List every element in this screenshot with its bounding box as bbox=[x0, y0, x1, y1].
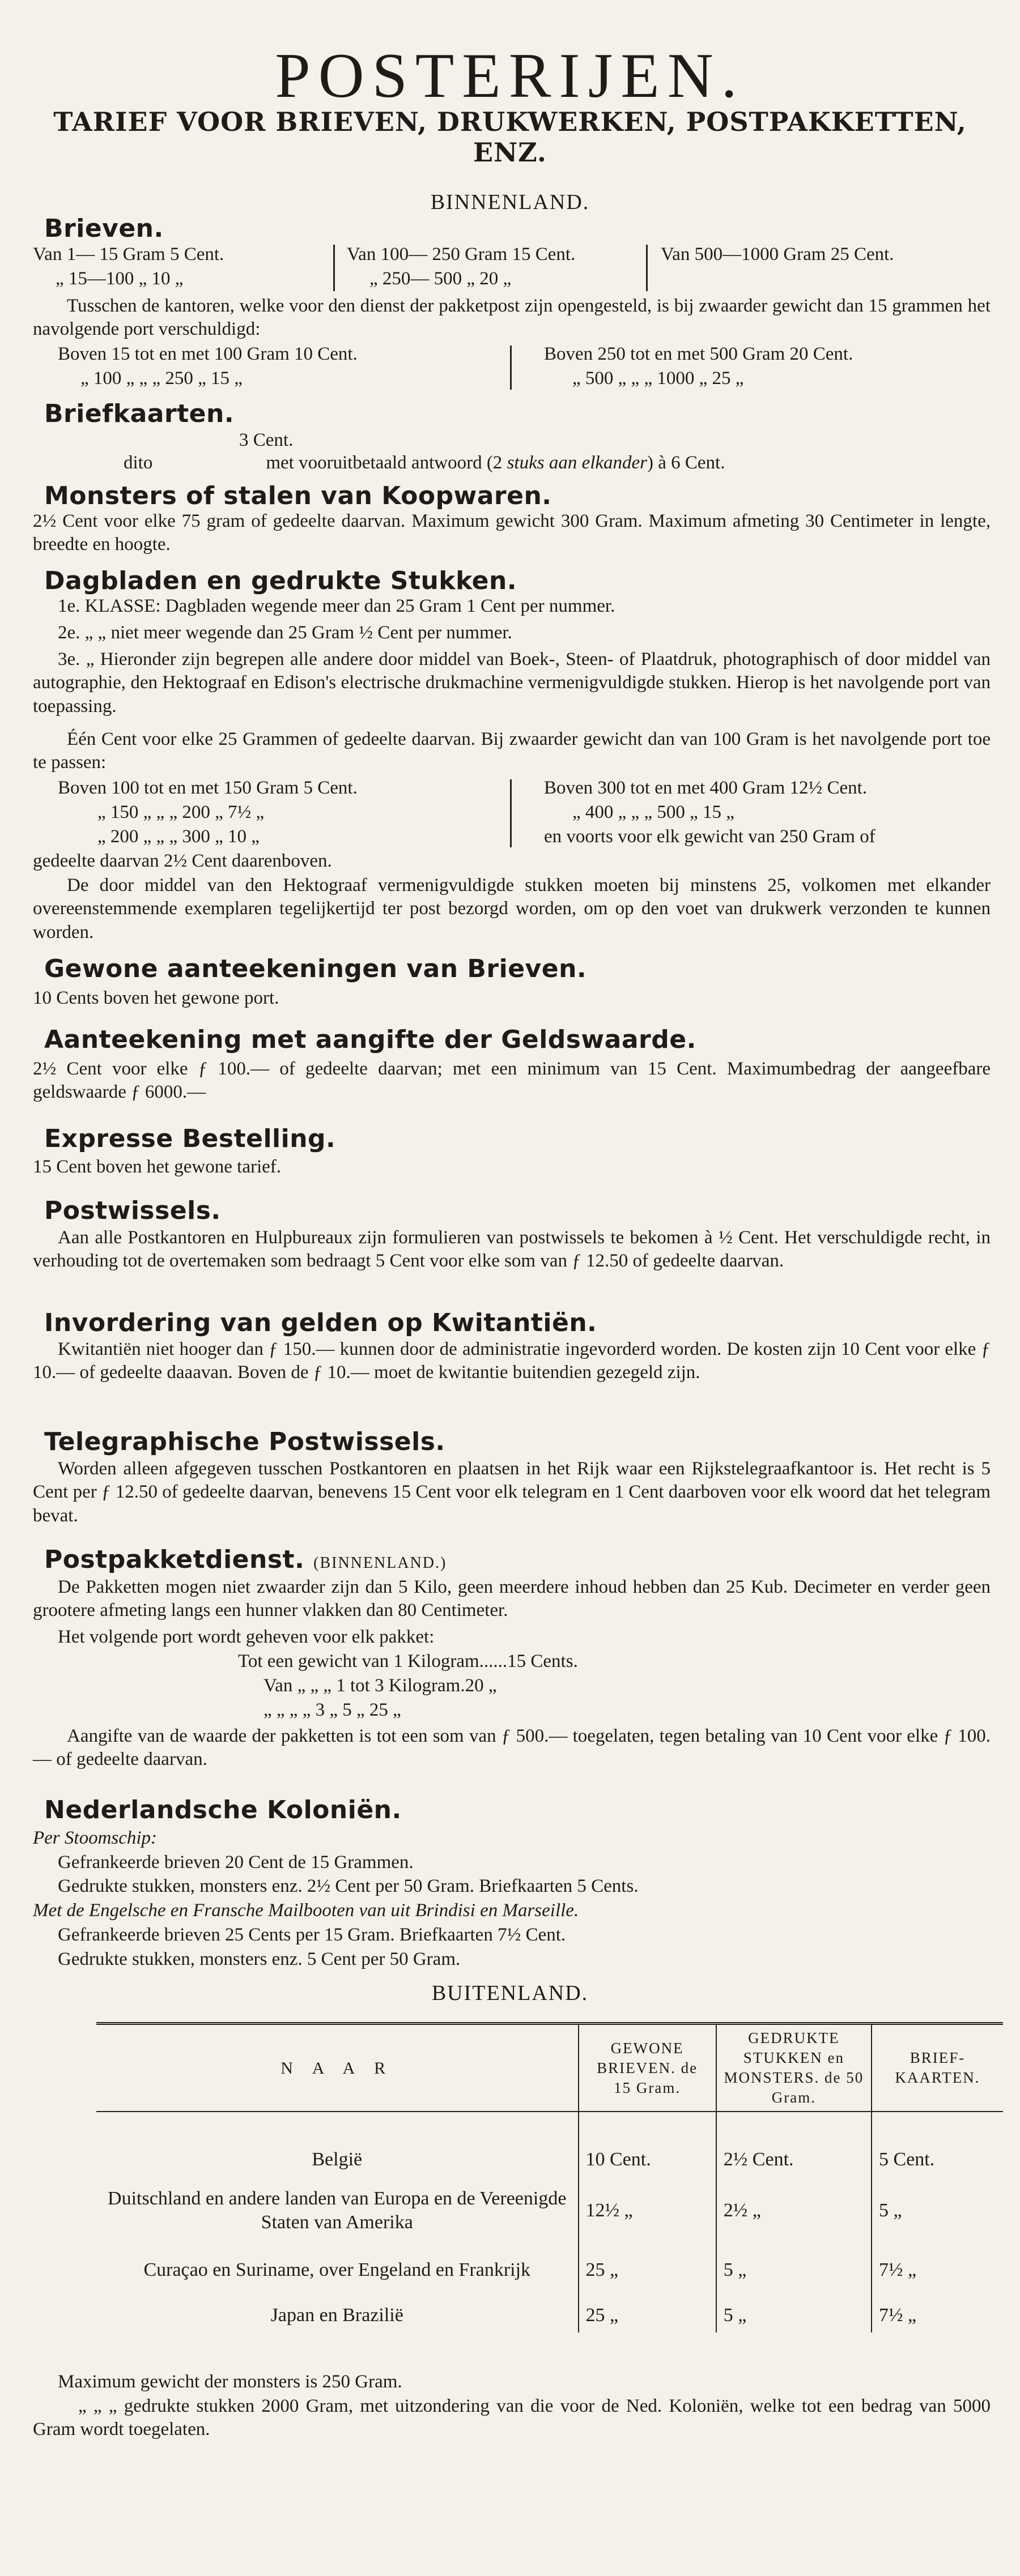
briefkaarten-heading: Briefkaarten. bbox=[44, 399, 235, 428]
expresse-heading: Expresse Bestelling. bbox=[44, 1124, 336, 1153]
rate-line: Boven 15 tot en met 100 Gram 10 Cent. bbox=[58, 344, 358, 364]
dito-label: dito bbox=[124, 453, 153, 473]
brieven-cell: 25 „ bbox=[579, 2242, 716, 2298]
table-cell bbox=[872, 2112, 1003, 2140]
country-cell: België bbox=[312, 2149, 363, 2170]
invordering-heading: Invordering van gelden op Kwitantiën. bbox=[44, 1308, 597, 1337]
dagbladen-sub-col2 bbox=[544, 776, 997, 849]
footer-max-monsters: Maximum gewicht der monsters is 250 Gram. bbox=[58, 2372, 402, 2392]
postpakket-subtitle: (BINNENLAND.) bbox=[313, 1554, 447, 1572]
telegraphische-text: Worden alleen afgegeven tusschen Postkantoren en plaatsen in het Rijk waar een Rijkstelegraafkantoor is. Het recht is 5 Cent per ƒ 12.50 of gedeelte daarvan, benevens 15 Cent voor elk telegram en 1 Cent daarboven voor elk woord dat het telegram bevat. bbox=[33, 1458, 991, 1526]
monsters-heading: Monsters of stalen van Koopwaren. bbox=[44, 481, 552, 510]
dagbladen-after: gedeelte daarvan 2½ Cent daarenboven. bbox=[33, 851, 332, 871]
table-cell bbox=[579, 2112, 716, 2140]
brieven-note: Tusschen de kantoren, welke voor den dienst der pakketpost zijn opengesteld, is bij zwaarder gewicht dan 15 grammen het navolgende port verschuldigd: bbox=[33, 296, 991, 340]
drukwerk-cell: 5 „ bbox=[716, 2298, 872, 2332]
kolonien-line: Gefrankeerde brieven 25 Cents per 15 Gram. Briefkaarten 7½ Cent. bbox=[58, 1925, 566, 1945]
briefkaarten-cell: 5 Cent. bbox=[872, 2140, 1003, 2180]
rate-line: „ 500 „ „ „ 1000 „ 25 „ bbox=[572, 368, 744, 389]
brieven-rates-col1 bbox=[33, 242, 339, 291]
postwissels-heading: Postwissels. bbox=[44, 1196, 221, 1225]
briefkaarten-price: 3 Cent. bbox=[239, 430, 294, 450]
page-subtitle: TARIEF VOOR BRIEVEN, DRUKWERKEN, POSTPAKKETTEN, ENZ. bbox=[53, 106, 967, 168]
rate-line: Van 1— 15 Gram 5 Cent. bbox=[33, 244, 224, 265]
rate-line: „ „ „ „ 3 „ 5 „ 25 „ bbox=[264, 1699, 401, 1720]
table-cell bbox=[96, 2112, 579, 2140]
postpakket-intro: Het volgende port wordt geheven voor elk pakket: bbox=[58, 1627, 435, 1647]
aanteekening-text: 2½ Cent voor elke ƒ 100.— of gedeelte daarvan; met een minimum van 15 Cent. Maximumbedrag der aangeefbare geldswaarde ƒ 6000.— bbox=[33, 1059, 991, 1103]
brieven-rates-col2 bbox=[347, 242, 653, 291]
kolonien-mail: Met de Engelsche en Fransche Mailbooten van uit Brindisi en Marseille. bbox=[33, 1900, 579, 1921]
dagbladen-heading: Dagbladen en gedrukte Stukken. bbox=[44, 566, 517, 595]
postpakket-title: Postpakketdienst. bbox=[44, 1545, 305, 1574]
postpakket-rates bbox=[238, 1649, 805, 1722]
postpakket-heading bbox=[44, 1545, 447, 1574]
brieven-cell: 25 „ bbox=[579, 2298, 716, 2332]
reply-italic: stuks aan elkander bbox=[507, 453, 648, 473]
rate-line: „ 100 „ „ „ 250 „ 15 „ bbox=[80, 368, 243, 389]
briefkaarten-reply bbox=[124, 451, 725, 475]
col-header-drukwerk: GEDRUKTE STUKKEN en MONSTERS. de 50 Gram. bbox=[716, 2024, 872, 2112]
rate-line: „ 250— 500 „ 20 „ bbox=[369, 268, 512, 289]
kolonien-per: Per Stoomschip: bbox=[33, 1828, 158, 1848]
country-cell: Duitschland en andere landen van Europa en de Vereenigde Staten van Amerika bbox=[108, 2187, 567, 2233]
postwissels-text: Aan alle Postkantoren en Hulpbureaux zijn formulieren van postwissels te bekomen à ½ Cent. Het verschuldigde recht, in verhouding tot de overtemaken som bedraagt 5 Cent voor elke som van ƒ 12.50 of gedeelte daarvan. bbox=[33, 1227, 991, 1272]
monsters-text: 2½ Cent voor elke 75 gram of gedeelte daarvan. Maximum gewicht 300 Gram. Maximum afmeting 30 Centimeter in lengte, breedte en hoogte. bbox=[33, 511, 991, 555]
rate-line: „ 15—100 „ 10 „ bbox=[56, 268, 184, 289]
klasse-3: 3e. „ Hieronder zijn begrepen alle andere door middel van Boek-, Steen- of Plaatdruk, photographisch of door middel van autographie, den Hektograaf en Edison's electrische drukmachine vermenigvuldigde stukken. Hierop is het navolgende port van toepassing. bbox=[33, 649, 991, 716]
col-header-naar: N A A R bbox=[96, 2024, 579, 2112]
buitenland-heading: BUITENLAND. bbox=[431, 1981, 589, 2005]
buitenland-table bbox=[96, 2022, 1003, 2332]
tariff-page bbox=[23, 0, 997, 2576]
drukwerk-cell: 5 „ bbox=[716, 2242, 872, 2298]
postpakket-aangifte: Aangifte van de waarde der pakketten is tot een som van ƒ 500.— toegelaten, tegen betaling van 10 Cent voor elke ƒ 100.— of gedeelte daarvan. bbox=[33, 1726, 991, 1770]
kolonien-line: Gedrukte stukken, monsters enz. 2½ Cent per 50 Gram. Briefkaarten 5 Cents. bbox=[58, 1876, 639, 1896]
rate-line: Van 100— 250 Gram 15 Cent. bbox=[347, 244, 576, 265]
rate-line: Boven 100 tot en met 150 Gram 5 Cent. bbox=[58, 778, 358, 798]
klasse-1: 1e. KLASSE: Dagbladen wegende meer dan 25 Gram 1 Cent per nummer. bbox=[58, 596, 615, 616]
brieven-sub-col1 bbox=[58, 342, 511, 391]
invordering-text: Kwitantiën niet hooger dan ƒ 150.— kunnen door de administratie ingevorderd worden. De kosten zijn 10 Cent voor elke ƒ 10.— of gedeelte daaavan. Boven de ƒ 10.— moet de kwitantie buitendien gezegeld zijn. bbox=[33, 1339, 991, 1383]
kolonien-line: Gedrukte stukken, monsters enz. 5 Cent per 50 Gram. bbox=[58, 1949, 461, 1969]
rate-line: Boven 250 tot en met 500 Gram 20 Cent. bbox=[544, 344, 853, 364]
gewone-heading: Gewone aanteekeningen van Brieven. bbox=[44, 954, 587, 983]
expresse-text: 15 Cent boven het gewone tarief. bbox=[33, 1157, 282, 1177]
telegraphische-heading: Telegraphische Postwissels. bbox=[44, 1427, 445, 1456]
rate-line: „ 400 „ „ „ 500 „ 15 „ bbox=[572, 801, 734, 822]
col-header-brieven: GEWONE BRIEVEN. de 15 Gram. bbox=[579, 2024, 716, 2112]
dagbladen-sub-col1 bbox=[58, 776, 511, 849]
drukwerk-cell: 2½ „ bbox=[716, 2180, 872, 2242]
footer-gedrukte: „ „ „ gedrukte stukken 2000 Gram, met uitzondering van die voor de Ned. Koloniën, welke tot een bedrag van 5000 Gram wordt toegelaten. bbox=[33, 2396, 991, 2440]
table-spacer-row bbox=[96, 2112, 1003, 2140]
briefkaarten-cell: 7½ „ bbox=[872, 2242, 1003, 2298]
dagbladen-port: Één Cent voor elke 25 Grammen of gedeelte daarvan. Bij zwaarder gewicht dan van 100 Gram is het navolgende port toe te passen: bbox=[33, 729, 991, 773]
binnenland-heading: BINNENLAND. bbox=[430, 190, 590, 214]
brieven-cell: 10 Cent. bbox=[579, 2140, 716, 2180]
drukwerk-cell: 2½ Cent. bbox=[716, 2140, 872, 2180]
col-header-briefkaarten: BRIEF- KAARTEN. bbox=[872, 2024, 1003, 2112]
column-divider bbox=[646, 245, 648, 291]
page-title: POSTERIJEN. bbox=[275, 41, 745, 111]
rate-line: en voorts voor elk gewicht van 250 Gram of bbox=[544, 826, 876, 847]
reply-price: ) à 6 Cent. bbox=[647, 453, 725, 473]
rate-line: „ 150 „ „ „ 200 „ 7½ „ bbox=[97, 801, 265, 822]
rate-line: „ 200 „ „ „ 300 „ 10 „ bbox=[97, 826, 260, 847]
kolonien-heading: Nederlandsche Koloniën. bbox=[44, 1795, 402, 1824]
column-divider bbox=[510, 779, 512, 847]
table-header-row bbox=[96, 2024, 1003, 2112]
rate-line: Van „ „ „ 1 tot 3 Kilogram.20 „ bbox=[264, 1675, 497, 1696]
column-divider bbox=[510, 346, 512, 390]
rate-line: Tot een gewicht van 1 Kilogram......15 Cents. bbox=[238, 1651, 578, 1671]
briefkaarten-cell: 7½ „ bbox=[872, 2298, 1003, 2332]
brieven-heading: Brieven. bbox=[44, 214, 164, 243]
gewone-text: 10 Cents boven het gewone port. bbox=[33, 988, 279, 1008]
country-cell: Curaçao en Suriname, over Engeland en Frankrijk bbox=[143, 2259, 531, 2281]
table-row bbox=[96, 2140, 1003, 2180]
column-divider bbox=[333, 245, 335, 291]
reply-text: met vooruitbetaald antwoord (2 bbox=[266, 453, 503, 473]
table-row bbox=[96, 2242, 1003, 2298]
rate-line: Van 500—1000 Gram 25 Cent. bbox=[661, 244, 894, 265]
country-cell: Japan en Brazilië bbox=[270, 2305, 403, 2326]
aanteekening-heading: Aanteekening met aangifte der Geldswaarde. bbox=[44, 1025, 696, 1054]
brieven-sub-col2 bbox=[544, 342, 992, 391]
klasse-2: 2e. „ „ niet meer wegende dan 25 Gram ½ Cent per nummer. bbox=[58, 622, 512, 643]
table-row bbox=[96, 2180, 1003, 2242]
brieven-cell: 12½ „ bbox=[579, 2180, 716, 2242]
brieven-rates-col3 bbox=[661, 242, 1001, 267]
postpakket-text: De Pakketten mogen niet zwaarder zijn dan 5 Kilo, geen meerdere inhoud hebben dan 25 Kub. Decimeter en verder geen grootere afmeting langs een hunner vlakken dan 80 Centimeter. bbox=[33, 1577, 991, 1621]
kolonien-line: Gefrankeerde brieven 20 Cent de 15 Grammen. bbox=[58, 1852, 414, 1873]
rate-line: Boven 300 tot en met 400 Gram 12½ Cent. bbox=[544, 778, 868, 798]
briefkaarten-cell: 5 „ bbox=[872, 2180, 1003, 2242]
table-cell bbox=[716, 2112, 872, 2140]
table-row bbox=[96, 2298, 1003, 2332]
hektograaf-text: De door middel van den Hektograaf vermenigvuldigde stukken moeten bij minstens 25, volkomen met elkander overeenstemmende exemplaren tegelijkertijd ter post bezorgd worden, om op den voet van drukwerk verzonden te kunnen worden. bbox=[33, 875, 991, 942]
